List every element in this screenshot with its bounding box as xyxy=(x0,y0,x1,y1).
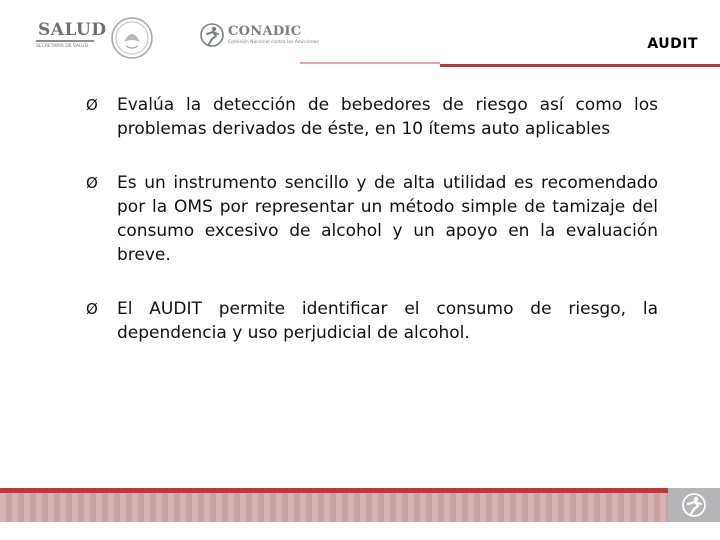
salud-logo-rule xyxy=(36,40,94,42)
slide-header xyxy=(0,0,720,70)
mexican-seal-icon xyxy=(110,16,154,60)
slide-title: AUDIT xyxy=(647,36,698,52)
arrow-bullet-icon: Ø xyxy=(86,96,98,114)
arrow-bullet-icon: Ø xyxy=(86,300,98,318)
conadic-logo-title: CONADIC xyxy=(228,24,302,39)
salud-logo xyxy=(30,20,107,50)
bullet-item xyxy=(86,171,658,267)
bullet-text: Evalúa la detección de bebedores de riesgo así como los problemas derivados de éste, en 10 ítems auto aplicables xyxy=(117,95,658,139)
footer-band xyxy=(0,488,668,522)
header-divider-light xyxy=(300,62,440,64)
bullet-text: Es un instrumento sencillo y de alta utilidad es recomendado por la OMS por representar un método simple de tamizaje del consumo excesivo de alcohol y un apoyo en la evaluación breve. xyxy=(117,173,658,265)
salud-logo-subtitle: SECRETARÍA DE SALUD xyxy=(36,44,89,49)
arrow-bullet-icon: Ø xyxy=(86,174,98,192)
bullet-item xyxy=(86,297,658,345)
bullet-item xyxy=(86,93,658,141)
bullet-text: El AUDIT permite identificar el consumo de riesgo, la dependencia y uso perjudicial de alcohol. xyxy=(117,299,658,343)
header-divider-accent xyxy=(440,64,720,67)
footer-pattern xyxy=(0,493,668,522)
footer-logo-box xyxy=(668,488,720,522)
bullet-list xyxy=(86,93,658,345)
conadic-logo-subtitle: Comisión Nacional contra las Adicciones xyxy=(228,40,319,45)
conadic-figure-icon xyxy=(200,22,224,48)
conadic-logo xyxy=(200,22,319,52)
footer-figure-icon xyxy=(679,492,709,518)
salud-logo-title: SALUD xyxy=(38,20,107,40)
